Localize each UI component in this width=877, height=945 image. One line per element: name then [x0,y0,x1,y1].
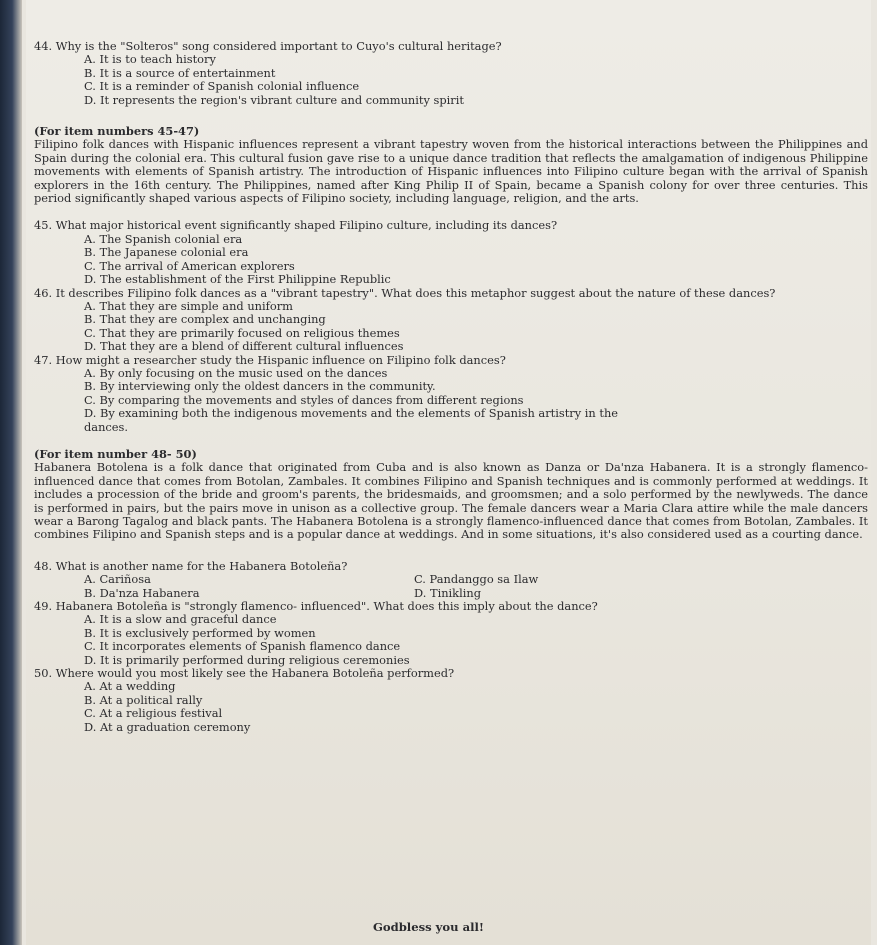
option-48-c: C. Pandanggo sa Ilaw [414,572,539,587]
question-48 [34,560,868,600]
option-48-b: B. Da'nza Habanera [84,585,200,600]
question-48-options [84,573,868,600]
option-50-d: D. At a graduation ceremony [84,719,251,734]
option-50-c: C. At a religious festival [84,706,223,721]
option-48-a: A. Cariñosa [84,572,151,587]
question-44-options [84,53,868,107]
worksheet-content [34,40,868,734]
section-title-45-47: (For item numbers 45-47) [34,124,200,139]
question-47 [34,354,868,434]
option-48-d: D. Tinikling [414,585,482,600]
option-44-a: A. It is to teach history [84,52,216,67]
option-45-b: B. The Japanese colonial era [84,245,249,260]
question-46-text: 46. It describes Filipino folk dances as a "vibrant tapestry". What does this metaphor suggest about the nature of these dances? [34,285,776,300]
option-49-b: B. It is exclusively performed by women [84,625,316,640]
option-45-c: C. The arrival of American explorers [84,258,295,273]
passage-hispanic-influence: Filipino folk dances with Hispanic influences represent a vibrant tapestry woven from the historical interactions between the Philippines and Spain during the colonial era. This cultural fusion gave rise to a unique dance tradition that reflects the amalgamation of indigenous Philippine movements with elements of Spanish artistry. The introduction of Hispanic influences into Filipino culture began with the arrival of Spanish explorers in the 16th century. The Philippines, named after King Philip II of Spain, became a Spanish colony for over three centuries. This period significantly shaped various aspects of Filipino society, including language, religion, and the arts. [34,137,868,206]
option-47-b: B. By interviewing only the oldest dancers in the community. [84,379,436,394]
question-49 [34,600,868,667]
question-46-options [84,300,868,354]
option-45-d: D. The establishment of the First Philippine Republic [84,272,391,287]
option-47-c: C. By comparing the movements and styles of dances from different regions [84,392,524,407]
option-47-d: D. By examining both the indigenous movements and the elements of Spanish artistry in the dances. [84,406,619,434]
question-49-text: 49. Habanera Botoleña is "strongly flamenco- influenced". What does this imply about the dance? [34,599,598,614]
question-44 [34,40,868,107]
option-44-c: C. It is a reminder of Spanish colonial influence [84,79,360,94]
passage-habanera-botolena: Habanera Botolena is a folk dance that originated from Cuba and is also known as Danza or Da'nza Habanera. It is a strongly flamenco-influenced dance that comes from Botolan, Zambales. It combines Filipino and Spanish techniques and is commonly performed at weddings. It includes a procession of the bride and groom's parents, the bridesmaids, and groomsmen; and a solo performed by the newlyweds. The dance is performed in pairs, but the pairs move in unison as a collective group. The female dancers wear a Maria Clara attire while the male dancers wear a Barong Tagalog and black pants. The Habanera Botolena is a strongly flamenco-influenced dance that comes from Botolan, Zambales. It combines Filipino and Spanish steps and is a popular dance at weddings. And in some situations, it's also considered used as a courting dance. [34,460,868,542]
question-50 [34,667,868,734]
passage-section-48-50 [34,448,868,542]
binding-edge [0,0,22,945]
question-46 [34,287,868,354]
option-46-b: B. That they are complex and unchanging [84,312,326,327]
footer-text: Godbless you all! [372,920,485,934]
question-50-text: 50. Where would you most likely see the Habanera Botoleña performed? [34,666,455,681]
option-49-c: C. It incorporates elements of Spanish flamenco dance [84,639,401,654]
question-48-text: 48. What is another name for the Habanera Botoleña? [34,558,348,573]
option-49-a: A. It is a slow and graceful dance [84,612,277,627]
section-title-48-50: (For item number 48- 50) [34,446,197,461]
option-45-a: A. The Spanish colonial era [84,231,243,246]
option-44-d: D. It represents the region's vibrant culture and community spirit [84,92,464,107]
question-47-text: 47. How might a researcher study the Hispanic influence on Filipino folk dances? [34,352,506,367]
question-47-options [84,367,868,434]
option-49-d: D. It is primarily performed during religious ceremonies [84,652,410,667]
question-50-options [84,680,868,734]
question-44-text: 44. Why is the "Solteros" song considered important to Cuyo's cultural heritage? [34,39,502,53]
question-45 [34,219,868,286]
option-46-d: D. That they are a blend of different cultural influences [84,339,404,354]
option-46-a: A. That they are simple and uniform [84,298,293,313]
question-45-options [84,233,868,287]
option-46-c: C. That they are primarily focused on religious themes [84,325,400,340]
question-49-options [84,613,868,667]
option-47-a: A. By only focusing on the music used on the dances [84,365,388,380]
question-45-text: 45. What major historical event significantly shaped Filipino culture, including its dances? [34,218,558,233]
option-50-b: B. At a political rally [84,692,203,707]
closing-footer [0,920,877,934]
option-50-a: A. At a wedding [84,679,176,694]
option-44-b: B. It is a source of entertainment [84,65,276,80]
passage-section-45-47 [34,125,868,205]
